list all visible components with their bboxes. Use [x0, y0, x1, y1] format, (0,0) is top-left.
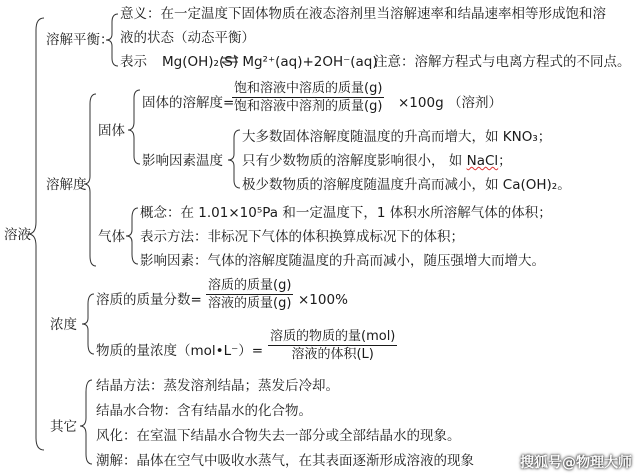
solid-factor-3: 极少数物质的溶解度随温度升高而减小，如 Ca(OH)₂。: [242, 177, 571, 193]
solid-factor-2-pre: 只有少数物质的溶解度影响很小， 如: [242, 153, 467, 169]
solid-solubility-fraction: [232, 80, 384, 115]
nacl-chem: NaCl: [466, 153, 499, 169]
mass-fraction-label: 溶质的质量分数=: [96, 292, 202, 308]
solid-fraction-numerator: 饱和溶液中溶质的质量(g): [234, 81, 383, 96]
solid-fraction-suffix: ×100g （溶剂）: [398, 95, 502, 111]
gas-label: 气体: [98, 229, 125, 245]
gas-factors: 影响因素：气体的溶解度随温度的升高而减小，随压强增大而增大。: [140, 253, 545, 269]
brace-gas: [126, 208, 138, 264]
equilibrium-expression-formula: Mg(OH)₂(S) Mg²⁺(aq)+2OH⁻(aq): [162, 54, 378, 70]
solid-factor-2: [242, 152, 512, 170]
molar-concentration-label: 物质的量浓度（mol•L⁻）=: [96, 343, 264, 359]
concentration-heading: 浓度: [50, 317, 77, 333]
molar-fraction-denominator: 溶液的体积(L): [291, 347, 374, 362]
equilibrium-meaning-line1: 意义：在一定温度下固体物质在液态溶剂里当溶解速率和结晶速率相等形成饱和溶: [120, 6, 606, 22]
others-hydrate: 结晶水合物：含有结晶水的化合物。: [96, 403, 312, 419]
solid-factors-label: 影响因素温度: [142, 153, 223, 169]
molar-fraction-numerator: 溶质的物质的量(mol): [270, 329, 396, 344]
mass-fraction-denominator: 溶液的质量(g): [208, 296, 292, 311]
equilibrium-heading: 溶解平衡：: [46, 32, 114, 48]
root-label: 溶液: [4, 227, 31, 243]
brace-concentration: [82, 294, 94, 354]
mass-fraction-numerator: 溶质的质量(g): [208, 278, 292, 293]
others-efflorescence: 风化：在室温下结晶水合物失去一部分或全部结晶水的现象。: [96, 428, 461, 444]
solid-factor-2-post: ；: [498, 153, 512, 169]
others-crystallization: 结晶方法：蒸发溶剂结晶；蒸发后冷却。: [96, 378, 339, 394]
equilibrium-meaning-line2: 液的状态（动态平衡）: [120, 30, 255, 46]
brace-temperature: [228, 130, 240, 188]
gas-representation: 表示方法：非标况下气体的体积换算成标况下的体积；: [140, 229, 464, 245]
solid-fraction-denominator: 饱和溶液中溶剂的质量(g): [234, 99, 383, 114]
solubility-heading: 溶解度: [46, 177, 87, 193]
equilibrium-expression-note: 注意：溶解方程式与电离方程式的不同点。: [374, 54, 631, 70]
equilibrium-expression-label: 表示: [120, 54, 147, 70]
solid-label: 固体: [98, 123, 125, 139]
mass-fraction-suffix: ×100%: [298, 292, 348, 308]
solid-solubility-label: 固体的溶解度=: [142, 95, 235, 111]
others-deliquescence: 潮解：晶体在空气中吸收水蒸气，在其表面逐渐形成溶液的现象: [96, 453, 474, 469]
brace-others: [80, 380, 92, 464]
brace-solid: [128, 90, 140, 164]
gas-concept: 概念：在 1.01×10⁵Pa 和一定温度下，1 体积水所溶解气体的体积；: [140, 205, 552, 221]
watermark: 搜狐号@物理大师: [520, 455, 632, 471]
mass-fraction: [206, 277, 293, 312]
molar-fraction: [268, 328, 397, 363]
solid-factor-1: 大多数固体溶解度随温度的升高而增大，如 KNO₃；: [242, 129, 552, 145]
others-heading: 其它: [50, 419, 77, 435]
